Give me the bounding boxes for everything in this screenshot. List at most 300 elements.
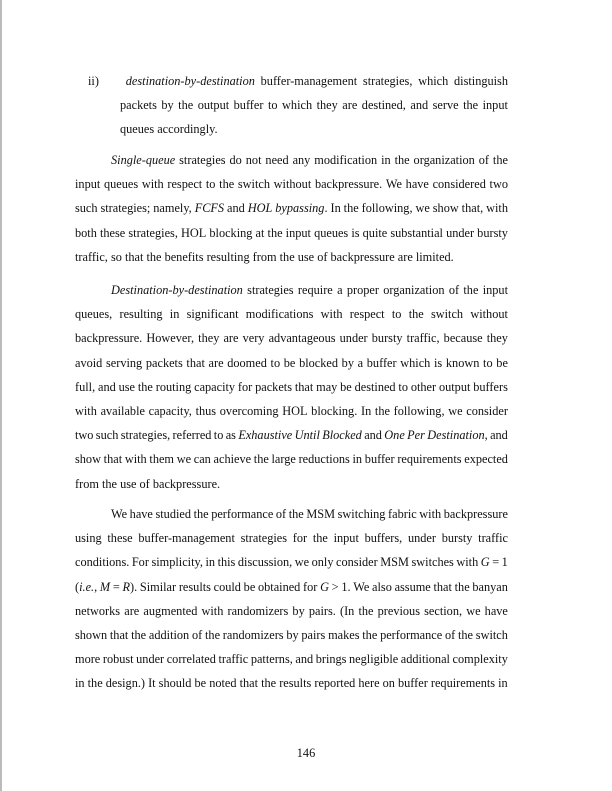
text-word: the xyxy=(219,177,235,192)
text-word: bursty xyxy=(477,225,508,240)
text-word: that xyxy=(433,579,452,594)
text-word: MSM xyxy=(306,507,336,521)
text-word: buffers xyxy=(473,379,508,394)
text-word: results xyxy=(178,579,211,594)
text-word: correlated xyxy=(166,652,216,667)
text-word: the xyxy=(253,452,269,467)
text-word: require xyxy=(297,283,333,297)
text-line xyxy=(75,579,508,603)
italic-term: FCFS xyxy=(194,201,225,216)
text-word: that xyxy=(103,452,123,467)
text-line xyxy=(75,627,508,651)
text-line xyxy=(75,530,508,554)
text-word: the xyxy=(362,627,378,642)
text-word: buffers, xyxy=(364,531,403,546)
text-word: routing xyxy=(155,379,192,394)
text-word: a xyxy=(357,355,364,370)
text-word: with xyxy=(75,403,97,418)
text-word: without xyxy=(470,307,508,322)
text-word: under xyxy=(136,652,165,667)
text-word: to xyxy=(213,428,224,443)
text-word xyxy=(427,427,487,443)
text-word: and xyxy=(410,98,429,113)
text-word: here xyxy=(358,676,380,691)
text-word: requirements xyxy=(397,452,462,467)
text-line xyxy=(75,355,508,379)
text-word: strategies xyxy=(247,283,294,297)
text-word: input xyxy=(285,225,311,240)
text-word: noted xyxy=(209,676,237,691)
text-word: available xyxy=(100,403,145,418)
text-word: = xyxy=(112,579,120,594)
text-word: We xyxy=(385,177,402,192)
text-word: input xyxy=(75,177,101,192)
text-word: be xyxy=(340,379,352,394)
text-word: and xyxy=(98,379,116,394)
text-word: results xyxy=(279,676,312,691)
italic-term: One xyxy=(384,428,405,443)
text-word: considered xyxy=(432,177,486,192)
text-word: we xyxy=(176,452,192,467)
text-word: traffic, xyxy=(75,249,108,264)
text-word: and xyxy=(364,428,382,443)
text-word: strategies xyxy=(179,153,226,167)
text-word: bursty xyxy=(441,531,473,546)
text-word: expected xyxy=(464,452,508,467)
text-word: randomizers xyxy=(227,603,289,618)
italic-term: bypassing xyxy=(275,201,325,216)
text-word: Similar xyxy=(139,579,177,594)
text-word: advantageous xyxy=(268,331,336,346)
text-word: strategies xyxy=(240,531,288,546)
text-word: and xyxy=(227,201,245,216)
text-word: the xyxy=(279,249,295,264)
text-word: backpressure. xyxy=(152,476,221,491)
text-word: the xyxy=(288,507,304,521)
text-word: for xyxy=(303,579,318,594)
text-word: any xyxy=(292,153,311,167)
text-word: from xyxy=(75,476,99,491)
text-word: requirements xyxy=(430,676,496,691)
text-run: , xyxy=(94,579,98,594)
text-word: under xyxy=(339,331,368,346)
text-word: under xyxy=(446,225,475,240)
text-word: the xyxy=(374,403,390,418)
text-word: them xyxy=(149,452,174,467)
text-line xyxy=(75,176,508,200)
text-word: with xyxy=(141,177,164,192)
text-word: that xyxy=(294,379,314,394)
italic-term: Exhaustive xyxy=(238,428,293,443)
text-word: patterns, xyxy=(250,652,293,667)
text-word: in xyxy=(498,676,508,691)
text-word: backpressure. xyxy=(75,331,143,346)
text-word: performance xyxy=(211,507,274,521)
text-word: could xyxy=(213,579,241,594)
text-word: other xyxy=(410,379,437,394)
text-word: resulting xyxy=(206,249,250,264)
text-line xyxy=(75,225,508,249)
text-word: in xyxy=(169,307,180,322)
text-word: buffer xyxy=(366,355,397,370)
text-word: for xyxy=(292,531,308,546)
text-word: assume xyxy=(394,579,431,594)
text-word: respect xyxy=(349,307,385,322)
text-word: the xyxy=(87,676,103,691)
text-word: by xyxy=(161,98,174,113)
text-word: to xyxy=(205,177,216,192)
text-word: very xyxy=(242,331,265,346)
text-word: that xyxy=(239,676,259,691)
text-word: buffer-management xyxy=(260,74,358,88)
text-word: strategies; xyxy=(100,201,151,216)
text-word: we xyxy=(448,403,463,418)
text-word: have xyxy=(405,177,429,192)
text-word: with xyxy=(320,307,343,322)
text-word: in xyxy=(381,153,391,167)
text-word: the xyxy=(457,627,474,642)
paragraph-destination-by-destination xyxy=(75,282,508,500)
text-word: augmented xyxy=(143,603,198,618)
text-word: of xyxy=(317,249,328,264)
text-word: packets xyxy=(255,379,292,394)
text-word: output xyxy=(438,379,471,394)
text-word: are xyxy=(342,98,358,113)
text-word: for xyxy=(237,379,253,394)
text-word: consider xyxy=(336,555,378,570)
text-word: obtained xyxy=(257,579,301,594)
text-line xyxy=(75,651,508,675)
text-word: the xyxy=(131,627,147,642)
text-word: MSM xyxy=(380,555,409,570)
text-line xyxy=(75,200,508,224)
text-word: with xyxy=(201,603,224,618)
text-word: reported xyxy=(314,676,356,691)
text-word: organization xyxy=(383,283,445,297)
text-word: In xyxy=(330,201,341,216)
text-line xyxy=(75,554,508,578)
list-label: ii) xyxy=(88,74,99,88)
text-line xyxy=(75,152,508,176)
text-run: . xyxy=(324,201,328,216)
text-word: strategies, xyxy=(128,225,178,240)
text-word: pairs. xyxy=(308,603,336,618)
text-word: without xyxy=(273,177,312,192)
text-word: with xyxy=(456,555,479,570)
text-word: with xyxy=(486,201,508,216)
text-line xyxy=(75,603,508,627)
text-word: full, xyxy=(75,379,96,394)
text-word: destined, xyxy=(361,98,406,113)
text-word: with xyxy=(419,507,442,521)
text-word: that, xyxy=(461,201,484,216)
text-line xyxy=(75,506,508,530)
text-word: (In xyxy=(339,603,355,618)
text-word: in xyxy=(205,555,216,570)
text-word: queues xyxy=(103,177,139,192)
text-word: following, xyxy=(361,201,413,216)
text-word: the xyxy=(267,225,283,240)
text-word: the xyxy=(205,627,221,642)
text-word: which xyxy=(282,98,313,113)
text-word: doomed xyxy=(227,355,267,370)
text-word: buffer xyxy=(397,676,428,691)
text-word: significant xyxy=(186,307,239,322)
text-word: use xyxy=(297,249,315,264)
italic-term: G xyxy=(480,555,490,570)
text-word: the xyxy=(193,507,209,521)
text-word: so xyxy=(110,249,122,264)
text-word: the xyxy=(137,379,153,394)
text-word: the xyxy=(178,98,194,113)
text-word: switch xyxy=(430,307,464,322)
text-word: use xyxy=(120,476,137,491)
text-word: which xyxy=(400,355,431,370)
text-word: to xyxy=(398,379,408,394)
text-word: such xyxy=(95,428,119,443)
text-word: that xyxy=(109,627,129,642)
text-word: not xyxy=(245,153,262,167)
text-word: the xyxy=(454,579,470,594)
page-number: 146 xyxy=(296,746,316,760)
text-word: be xyxy=(496,355,508,370)
text-word: by xyxy=(292,603,305,618)
text-word: strategies, xyxy=(120,428,171,443)
text-word xyxy=(275,200,327,216)
text-word: the xyxy=(261,676,277,691)
text-word: switch xyxy=(475,627,508,642)
text-word: destined xyxy=(354,379,396,394)
text-word: serving xyxy=(106,355,143,370)
text-word: input xyxy=(482,98,508,113)
text-word: negligible xyxy=(349,652,399,667)
text-word: blocking. xyxy=(311,403,358,418)
text-word: to xyxy=(270,355,281,370)
text-word: capacity, xyxy=(148,403,192,418)
text-word: queues, xyxy=(75,307,113,322)
text-word: banyan xyxy=(472,579,508,594)
text-word: of xyxy=(448,283,460,297)
text-word: we xyxy=(294,555,310,570)
text-word: of xyxy=(275,507,287,521)
text-word: avoid xyxy=(75,355,103,370)
text-word: to xyxy=(391,307,402,322)
text-word: this xyxy=(217,555,236,570)
text-word: overcoming xyxy=(219,403,279,418)
text-word: limited. xyxy=(415,249,454,264)
text-word: the xyxy=(343,201,359,216)
text-word: by xyxy=(341,355,354,370)
text-word: randomizers xyxy=(222,627,284,642)
text-word: also xyxy=(372,579,392,594)
text-word: robust xyxy=(102,652,134,667)
text-word: by xyxy=(286,627,299,642)
text-word: blocked xyxy=(299,355,338,370)
text-word: buffer xyxy=(233,98,264,113)
text-word: pairs xyxy=(301,627,326,642)
text-line xyxy=(75,330,508,354)
text-word: HOL xyxy=(282,403,308,418)
text-word: as xyxy=(225,428,236,443)
text-word: use xyxy=(118,379,136,394)
text-word: show xyxy=(432,201,459,216)
text-run: ( xyxy=(75,579,80,594)
text-word: strategies, xyxy=(362,74,413,88)
text-word: they xyxy=(486,331,508,346)
text-word: section, xyxy=(424,603,463,618)
text-word: of xyxy=(191,627,203,642)
text-word: is xyxy=(434,355,443,370)
text-line xyxy=(75,73,508,97)
italic-term: G xyxy=(320,579,329,594)
text-word: at xyxy=(255,225,265,240)
text-word: queues xyxy=(314,225,349,240)
text-word: bursty xyxy=(371,331,403,346)
text-word: in xyxy=(352,452,363,467)
italic-term: Per xyxy=(407,428,425,443)
text-word: However, xyxy=(146,331,195,346)
text-word: both xyxy=(75,225,97,240)
italic-term: R xyxy=(122,579,131,594)
text-word: on xyxy=(382,676,395,691)
text-word: the xyxy=(492,153,508,167)
text-word: to xyxy=(483,355,493,370)
text-word: should xyxy=(158,676,192,691)
text-word: thus xyxy=(195,403,217,418)
text-word: HOL xyxy=(181,225,207,240)
text-word: traffic, xyxy=(406,331,440,346)
text-word: of xyxy=(478,153,489,167)
text-word: We xyxy=(111,507,128,521)
text-word: backpressure xyxy=(443,507,508,521)
text-word: in xyxy=(75,676,85,691)
text-word: these xyxy=(99,225,126,240)
text-word: namely, xyxy=(153,201,192,216)
italic-term: i.e. xyxy=(79,579,95,594)
text-word: blocking xyxy=(209,225,253,240)
text-word: switch xyxy=(237,177,270,192)
text-word: of xyxy=(444,627,456,642)
text-word: quite xyxy=(362,225,388,240)
italic-term: M xyxy=(99,579,111,594)
text-word: input xyxy=(482,283,508,297)
text-line xyxy=(75,476,508,500)
text-word: capacity xyxy=(194,379,236,394)
text-word: complexity xyxy=(452,652,508,667)
text-word: such xyxy=(75,201,98,216)
text-word: with xyxy=(124,452,147,467)
text-word: of xyxy=(139,476,150,491)
text-word: the xyxy=(463,283,479,297)
text-word: they xyxy=(316,98,338,113)
text-word: the xyxy=(463,98,479,113)
text-word: conditions. xyxy=(75,555,130,570)
paragraph-single-queue xyxy=(75,152,508,273)
text-word: resulting xyxy=(119,307,163,322)
text-word: reductions xyxy=(298,452,350,467)
text-word: buffer xyxy=(364,452,395,467)
text-word: > xyxy=(331,579,339,594)
text-line xyxy=(75,282,508,306)
text-word: queues xyxy=(120,122,155,137)
text-word: the xyxy=(394,153,410,167)
text-word: 1 xyxy=(501,555,508,570)
text-word: which xyxy=(418,74,449,88)
text-word: simplicity, xyxy=(151,555,203,570)
text-word: additional xyxy=(400,652,450,667)
text-line xyxy=(75,249,508,273)
text-word: accordingly. xyxy=(157,122,218,137)
text-word: and xyxy=(295,652,314,667)
text-word: that xyxy=(186,355,205,370)
italic-term: Single-queue xyxy=(111,153,176,167)
text-word: networks xyxy=(75,603,121,618)
text-word: be xyxy=(243,579,256,594)
text-word xyxy=(75,579,97,595)
text-word: be xyxy=(283,355,296,370)
text-word: consider xyxy=(466,403,508,418)
text-word: makes xyxy=(328,627,360,642)
text-run: , xyxy=(484,428,488,443)
text-word: backpressure xyxy=(330,249,395,264)
text-word: performance xyxy=(380,627,443,642)
text-word: do xyxy=(229,153,242,167)
text-word: addition xyxy=(148,627,190,642)
text-word: have xyxy=(484,603,508,618)
text-line xyxy=(75,451,508,475)
text-word: two xyxy=(489,177,508,192)
text-word: design.) xyxy=(105,676,146,691)
text-word: they xyxy=(198,331,220,346)
text-word: may xyxy=(316,379,338,394)
text-word: switching xyxy=(337,507,386,521)
text-word: benefits xyxy=(164,249,204,264)
text-word: studied xyxy=(155,507,191,521)
text-word: two xyxy=(75,428,94,443)
text-word: can xyxy=(193,452,211,467)
italic-term: destination-by-destination xyxy=(125,74,255,88)
text-line xyxy=(75,121,508,145)
text-word: input xyxy=(333,531,359,546)
text-line xyxy=(75,379,508,403)
text-word: backpressure. xyxy=(314,177,383,192)
text-word: from xyxy=(252,249,277,264)
text-word: traffic xyxy=(478,531,508,546)
text-word: are xyxy=(208,355,224,370)
text-word: traffic xyxy=(218,652,249,667)
text-word: In xyxy=(360,403,372,418)
text-word: the xyxy=(101,476,117,491)
text-word: need xyxy=(265,153,289,167)
text-word: We xyxy=(353,579,370,594)
text-word: It xyxy=(148,676,156,691)
text-word: these xyxy=(107,531,133,546)
text-word: = xyxy=(492,555,500,570)
text-word: proper xyxy=(346,283,379,297)
text-word: distinguish xyxy=(454,74,508,88)
text-word: the xyxy=(408,307,424,322)
italic-term: Destination xyxy=(427,428,485,443)
text-word: packets xyxy=(120,98,157,113)
text-word: shown xyxy=(75,627,108,642)
text-word: achieve xyxy=(213,452,252,467)
text-line xyxy=(75,675,508,699)
text-word: is xyxy=(351,225,360,240)
text-line xyxy=(75,306,508,330)
text-word xyxy=(123,579,138,595)
text-run: ). xyxy=(130,579,138,594)
text-word: respect xyxy=(167,177,203,192)
